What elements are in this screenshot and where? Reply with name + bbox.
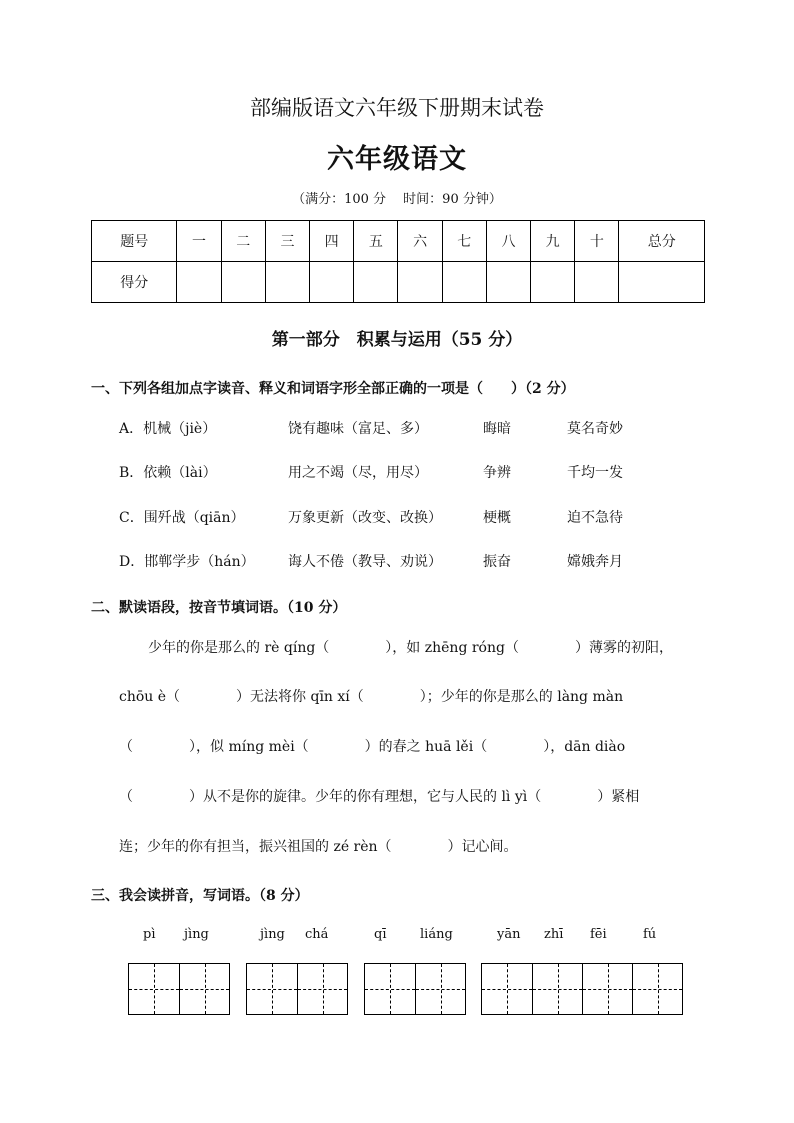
score-header-cell: 七 [442, 221, 486, 262]
score-table-score-row [92, 262, 705, 303]
q3-pinyin: chá [305, 927, 329, 942]
exam-subtitle: 六年级语文 [327, 144, 467, 175]
q2-title: 二、默读语段，按音节填词语。（10 分） [91, 600, 347, 616]
q1-option-b-word2: 争辨 [483, 465, 511, 481]
tianzige-cell[interactable] [297, 964, 347, 1014]
tianzige-cell[interactable] [482, 964, 532, 1014]
q2-paragraph-line: （ ）从不是你的旋律。少年的你有理想，它与人民的 lì yì（ ）紧相 [119, 789, 640, 805]
exam-title: 部编版语文六年级下册期末试卷 [250, 96, 544, 120]
score-cell[interactable] [398, 262, 442, 303]
score-row-label: 得分 [92, 262, 177, 303]
score-cell[interactable] [310, 262, 354, 303]
tianzige-cell[interactable] [532, 964, 582, 1014]
score-header-cell: 八 [486, 221, 530, 262]
q1-option-c-word[interactable]: C．围歼战（qiān） [119, 510, 245, 526]
q1-option-b-word[interactable]: B．依赖（lài） [119, 465, 217, 481]
score-header-cell: 二 [221, 221, 265, 262]
score-cell[interactable] [265, 262, 309, 303]
score-header-cell: 四 [310, 221, 354, 262]
q2-paragraph-line: 少年的你是那么的 rè qíng（ ），如 zhēng róng（ ）薄雾的初阳， [148, 640, 673, 656]
q2-paragraph-line: （ ），似 míng mèi（ ）的春之 huā lěi（ ），dān diào [119, 739, 626, 755]
q1-option-c-word3: 迫不急待 [567, 510, 623, 526]
q1-title: 一、下列各组加点字读音、释义和词语字形全部正确的一项是（ ）（2 分） [91, 381, 575, 397]
q1-option-a-word3: 莫名奇妙 [567, 421, 623, 437]
q3-pinyin: pì [143, 927, 156, 942]
tianzige-cell[interactable] [415, 964, 465, 1014]
score-header-cell: 一 [177, 221, 221, 262]
score-cell[interactable] [221, 262, 265, 303]
q3-pinyin: fēi [590, 927, 607, 942]
q1-option-a-meaning: 饶有趣味（富足、多） [288, 421, 428, 437]
score-header-cell: 三 [265, 221, 309, 262]
q1-option-d-meaning: 诲人不倦（教导、劝说） [288, 554, 442, 570]
q3-pinyin: jìng [260, 927, 285, 942]
score-cell[interactable] [531, 262, 575, 303]
score-header-cell: 六 [398, 221, 442, 262]
part1-heading: 第一部分 积累与运用（55 分） [271, 330, 523, 350]
q1-option-c-meaning: 万象更新（改变、改换） [288, 510, 442, 526]
exam-meta: （满分：100 分 时间：90 分钟） [292, 192, 502, 207]
q1-option-d-word3: 嫦娥奔月 [567, 554, 623, 570]
q1-option-a-word2: 晦暗 [483, 421, 511, 437]
score-header-cell: 十 [575, 221, 619, 262]
q3-pinyin: zhī [544, 927, 564, 942]
q1-option-b-meaning: 用之不竭（尽，用尽） [288, 465, 428, 481]
score-cell[interactable] [486, 262, 530, 303]
q3-pinyin: fú [643, 927, 657, 942]
score-table-header-row [92, 221, 705, 262]
q2-paragraph-line: 连；少年的你有担当，振兴祖国的 zé rèn（ ）记心间。 [119, 839, 518, 855]
score-header-cell: 五 [354, 221, 398, 262]
tianzige-cell[interactable] [365, 964, 415, 1014]
q3-pinyin: qī [374, 927, 387, 942]
score-header-cell: 题号 [92, 221, 177, 262]
score-cell[interactable] [619, 262, 705, 303]
q3-pinyin: yān [497, 927, 521, 942]
q2-paragraph-line: chōu è（ ）无法将你 qīn xí（ ）；少年的你是那么的 làng màn [119, 689, 624, 705]
tianzige-cell[interactable] [129, 964, 179, 1014]
q1-option-d-word2: 振奋 [483, 554, 511, 570]
score-header-cell: 九 [531, 221, 575, 262]
score-cell[interactable] [442, 262, 486, 303]
score-table [91, 220, 705, 303]
q3-writing-grid-4[interactable] [481, 963, 683, 1015]
q3-writing-grid-1[interactable] [128, 963, 230, 1015]
tianzige-cell[interactable] [632, 964, 682, 1014]
score-header-cell: 总分 [619, 221, 705, 262]
score-cell[interactable] [177, 262, 221, 303]
q3-writing-grid-3[interactable] [364, 963, 466, 1015]
score-cell[interactable] [575, 262, 619, 303]
q1-option-c-word2: 梗概 [483, 510, 511, 526]
q3-writing-grid-2[interactable] [246, 963, 348, 1015]
q3-title: 三、我会读拼音，写词语。（8 分） [91, 888, 309, 904]
q1-option-b-word3: 千均一发 [567, 465, 623, 481]
score-cell[interactable] [354, 262, 398, 303]
q1-option-d-word[interactable]: D．邯郸学步（hán） [119, 554, 255, 570]
tianzige-cell[interactable] [247, 964, 297, 1014]
q3-pinyin: liáng [420, 927, 453, 942]
q3-pinyin: jìng [184, 927, 209, 942]
tianzige-cell[interactable] [582, 964, 632, 1014]
q1-option-a-word[interactable]: A．机械（jiè） [119, 421, 217, 437]
tianzige-cell[interactable] [179, 964, 229, 1014]
